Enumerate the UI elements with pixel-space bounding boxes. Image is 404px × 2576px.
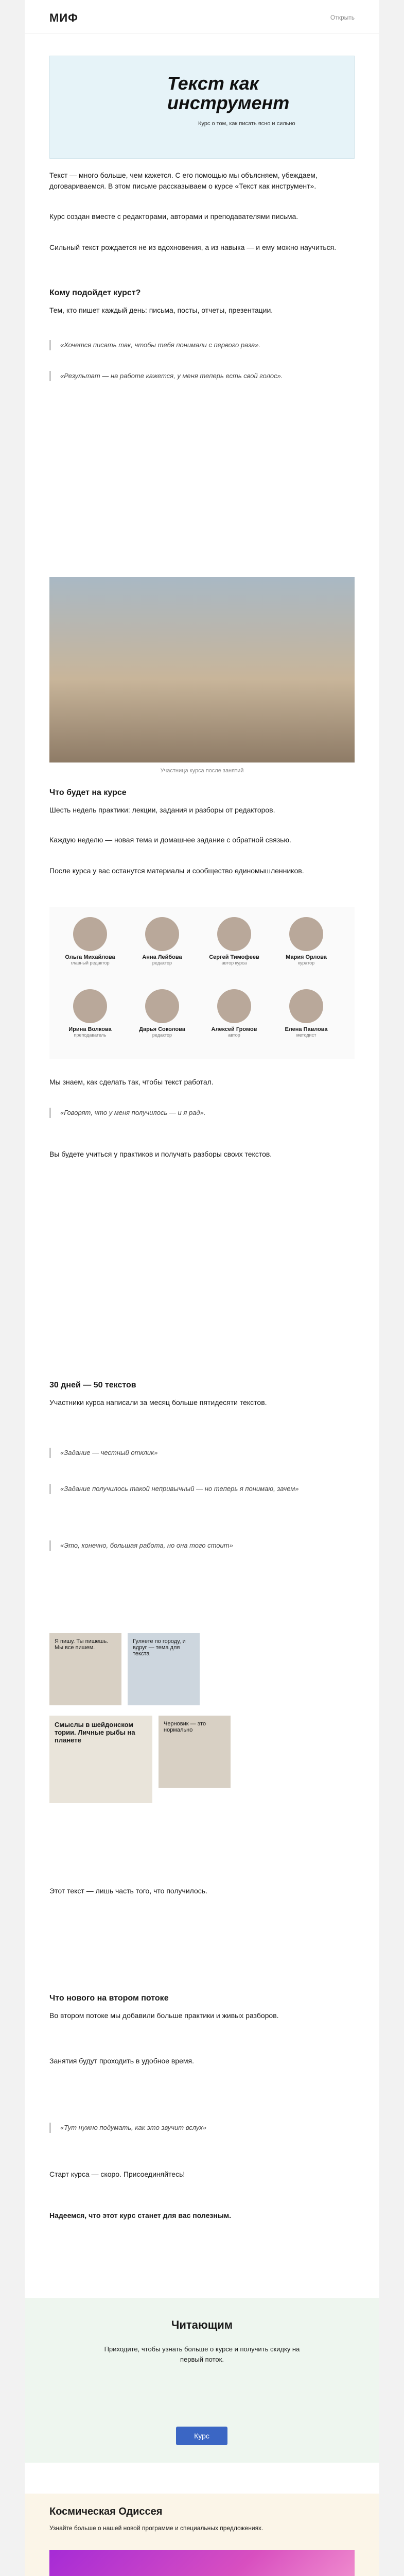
open-in-browser-link[interactable]: Открыть (330, 14, 355, 21)
work-card: Смыслы в шейдонском тории. Личные рыбы на планете (49, 1716, 152, 1803)
intro-p1: Текст — много больше, чем кажется. С его помощью мы объясняем, убеждаем, договариваемся. В этом письме рассказываем о курсе «Текст как инструмент». (49, 171, 318, 190)
avatar (289, 917, 323, 951)
reader-title: Читающим (171, 2318, 233, 2331)
next-p3: Старт курса — скоро. Присоединяйтесь! (49, 2170, 185, 2178)
logo[interactable]: МИФ (49, 11, 78, 24)
audience-quote-2: «Результат — на работе кажется, у меня теперь есть свой голос». (49, 371, 355, 381)
work-card: Гуляете по городу, и вдруг — тема для текста (128, 1633, 200, 1705)
team-member: Дарья Соколова редактор (132, 989, 192, 1038)
odyssey-banner[interactable] (49, 2550, 355, 2576)
photo-caption: Участница курса после занятий (160, 768, 244, 774)
hero-subtitle: Курс о том, как писать ясно и сильно (198, 121, 295, 127)
audience-quote-1: «Хочется писать так, чтобы тебя понимали с первого раза». (49, 340, 355, 350)
results-quote-3: «Это, конечно, большая работа, но она того стоит» (49, 1540, 355, 1551)
results-text: Участники курса написали за месяц больше пятидесяти текстов. (49, 1398, 267, 1406)
team-member: Ирина Волкова преподаватель (60, 989, 120, 1038)
section-title-results: 30 дней — 50 текстов (49, 1381, 136, 1389)
next-p1: Во втором потоке мы добавили больше практики и живых разборов. (49, 2011, 279, 2020)
method-text: Мы знаем, как сделать так, чтобы текст работал. (49, 1078, 214, 1086)
avatar (145, 917, 179, 951)
program-p3: После курса у вас останутся материалы и сообщество единомышленников. (49, 867, 304, 875)
audience-text: Тем, кто пишет каждый день: письма, посты, отчеты, презентации. (49, 306, 273, 314)
odyssey-text: Узнайте больше о нашей новой программе и специальных предложениях. (49, 2524, 264, 2532)
header (25, 0, 379, 33)
hero-title: Текст как инструмент (167, 73, 290, 113)
team-member: Мария Орлова куратор (276, 917, 337, 965)
avatar (217, 917, 251, 951)
section-title-audience: Кому подойдет курст? (49, 289, 141, 297)
reader-text: Приходите, чтобы узнать больше о курсе и получить скидку на первый поток. (104, 2345, 300, 2363)
closing-text: Этот текст — лишь часть того, что получилось. (49, 1887, 207, 1895)
next-p2: Занятия будут проходить в удобное время. (49, 2057, 195, 2065)
odyssey-title: Космическая Одиссея (49, 2506, 163, 2517)
results-quote-1: «Задание — честный отклик» (49, 1448, 355, 1458)
intro-p2: Курс создан вместе с редакторами, авторами и преподавателями письма. (49, 212, 298, 221)
method-quote: «Говорят, что у меня получилось — и я рад». (49, 1108, 355, 1118)
avatar (73, 917, 107, 951)
results-quote-2: «Задание получилось такой непривычный — но теперь я понимаю, зачем» (49, 1484, 355, 1494)
team-grid (49, 907, 355, 1059)
hero-banner (49, 56, 355, 159)
avatar (217, 989, 251, 1023)
next-quote: «Тут нужно подумать, как это звучит вслух» (49, 2123, 355, 2133)
intro-p3: Сильный текст рождается не из вдохновения, а из навыка — и ему можно научиться. (49, 243, 337, 251)
section-title-program: Что будет на курсе (49, 788, 127, 797)
participant-photo (49, 577, 355, 762)
next-p4: Надеемся, что этот курс станет для вас полезным. (49, 2211, 232, 2219)
team-member: Елена Павлова методист (276, 989, 337, 1038)
program-p1: Шесть недель практики: лекции, задания и разборы от редакторов. (49, 806, 275, 814)
team-member: Анна Лейбова редактор (132, 917, 192, 965)
avatar (73, 989, 107, 1023)
program-p2: Каждую неделю — новая тема и домашнее задание с обратной связью. (49, 836, 291, 844)
odyssey-block (25, 2494, 379, 2576)
reader-block (25, 2298, 379, 2463)
course-button[interactable]: Курс (176, 2427, 227, 2445)
avatar (289, 989, 323, 1023)
work-card: Черновик — это нормально (159, 1716, 231, 1788)
method-text-2: Вы будете учиться у практиков и получать разборы своих текстов. (49, 1150, 272, 1158)
work-card: Я пишу. Ты пишешь. Мы все пишем. (49, 1633, 121, 1705)
section-title-next: Что нового на втором потоке (49, 1994, 169, 2003)
team-member: Ольга Михайлова главный редактор (60, 917, 120, 965)
team-member: Алексей Громов автор (204, 989, 265, 1038)
avatar (145, 989, 179, 1023)
email-sheet (25, 0, 379, 2576)
team-member: Сергей Тимофеев автор курса (204, 917, 265, 965)
